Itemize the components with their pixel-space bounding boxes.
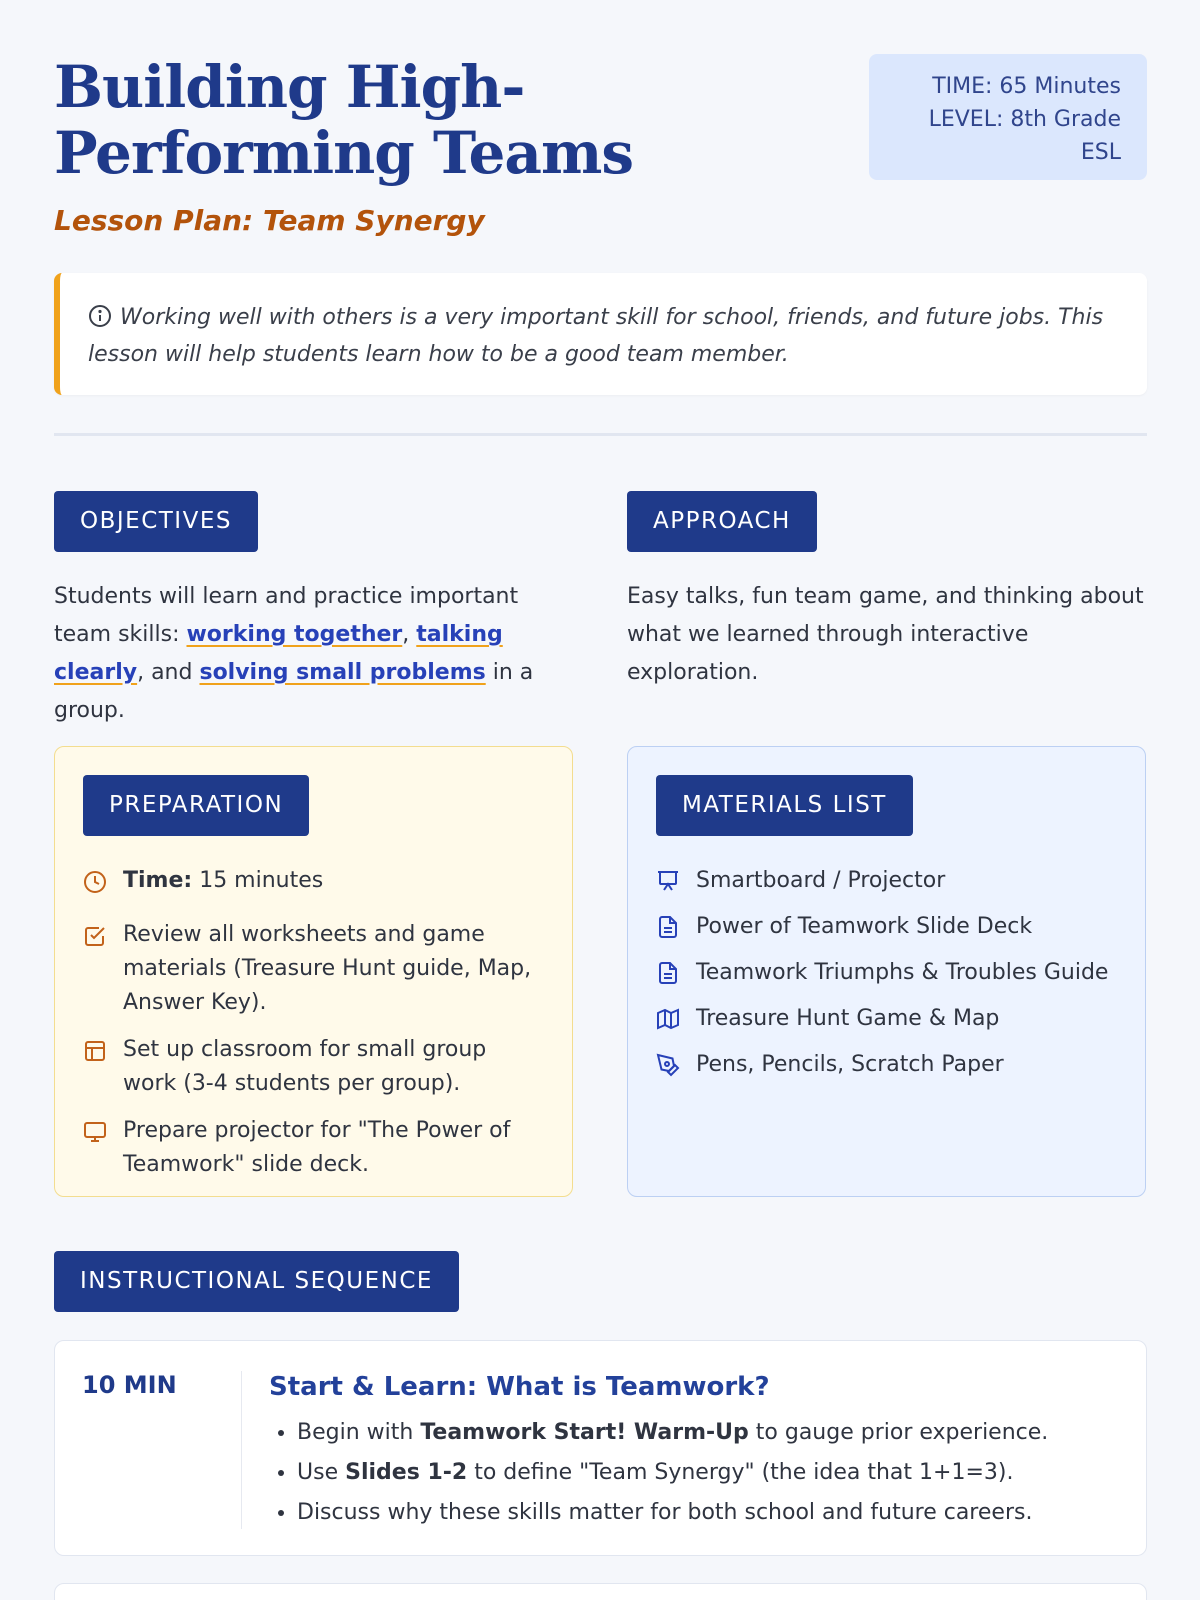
step-bullet-text: to gauge prior experience. [748, 1420, 1049, 1445]
prep-item-text: Set up classroom for small group work (3-4 students per group). [123, 1037, 487, 1096]
approach-section [627, 491, 1146, 692]
step-duration: 10 MIN [82, 1371, 177, 1399]
objectives-heading: OBJECTIVES [54, 491, 258, 552]
info-icon [88, 304, 112, 338]
list-item [297, 1453, 1129, 1493]
document-icon [656, 956, 696, 996]
list-item [83, 1033, 544, 1101]
header [54, 0, 1147, 250]
link-solving-small-problems[interactable]: solving small problems [199, 660, 486, 685]
objectives-text [54, 578, 573, 730]
clock-icon [83, 864, 123, 905]
section-divider [54, 433, 1147, 436]
map-icon [656, 1002, 696, 1042]
list-item [656, 1002, 1117, 1042]
material-item-text: Power of Teamwork Slide Deck [696, 914, 1033, 939]
objectives-text-post: in a group. [54, 660, 534, 723]
approach-heading: APPROACH [627, 491, 817, 552]
time-meta: TIME: 65 Minutes [932, 74, 1121, 99]
step-body [269, 1371, 1129, 1533]
objectives-sep-2: , and [137, 660, 200, 685]
preparation-list [83, 864, 544, 1182]
approach-text: Easy talks, fun team game, and thinking about what we learned through interactive exploration. [627, 584, 1144, 685]
step-bullet-text: Begin with [297, 1420, 421, 1445]
list-item [83, 1114, 544, 1182]
preparation-heading: PREPARATION [83, 775, 309, 836]
sequence-heading: INSTRUCTIONAL SEQUENCE [54, 1251, 459, 1312]
list-item [656, 910, 1117, 950]
link-talking-clearly[interactable]: talking clearly [54, 622, 503, 685]
materials-list [656, 864, 1117, 1088]
list-item [83, 864, 544, 905]
list-item [83, 918, 544, 1020]
page-title: Building High-Performing Teams [54, 53, 634, 187]
sequence-step-card [54, 1340, 1147, 1556]
document-icon [656, 910, 696, 950]
step-bullet-bold: Slides 1-2 [345, 1460, 468, 1485]
step-bullet-list [269, 1413, 1129, 1533]
material-item-text: Pens, Pencils, Scratch Paper [696, 1052, 1004, 1077]
intro-callout [54, 273, 1147, 395]
step-bullet-text: Discuss why these skills matter for both school and future careers. [297, 1500, 1033, 1525]
link-working-together[interactable]: working together [186, 622, 403, 647]
prep-time-value: 15 minutes [192, 868, 324, 893]
level-meta: LEVEL: 8th Grade [928, 107, 1121, 132]
material-item-text: Treasure Hunt Game & Map [696, 1006, 1000, 1031]
intro-text: Working well with others is a very important skill for school, friends, and future jobs. This lesson will help students learn how to be a good team member. [88, 305, 1104, 367]
layout-icon [83, 1033, 123, 1101]
presentation-icon [656, 864, 696, 904]
preparation-panel [54, 746, 573, 1197]
lesson-plan-page [54, 0, 1147, 1525]
step-bullet-bold: Teamwork Start! Warm-Up [420, 1420, 749, 1445]
materials-heading: MATERIALS LIST [656, 775, 913, 836]
step-bullet-text: to define "Team Synergy" (the idea that 1+1=3). [467, 1460, 1014, 1485]
material-item-text: Teamwork Triumphs & Troubles Guide [696, 960, 1109, 985]
step-bullet-text: Use [297, 1460, 346, 1485]
materials-panel [627, 746, 1146, 1197]
objectives-sep-1: , [402, 622, 417, 647]
checkbox-icon [83, 918, 123, 1020]
level-meta-cont: ESL [1080, 140, 1121, 165]
step-title: Start & Learn: What is Teamwork? [269, 1372, 770, 1402]
list-item [656, 864, 1117, 904]
material-item-text: Smartboard / Projector [696, 868, 946, 893]
lesson-meta-box [869, 54, 1147, 180]
prep-item-text: Review all worksheets and game materials (Treasure Hunt guide, Map, Answer Key). [123, 922, 532, 1015]
sequence-step-card-next [54, 1583, 1147, 1600]
pen-icon [656, 1048, 696, 1088]
prep-item-text: Prepare projector for "The Power of Teamwork" slide deck. [123, 1118, 511, 1177]
step-separator [241, 1371, 242, 1529]
list-item [656, 1048, 1117, 1088]
prep-time-label: Time: [123, 868, 193, 893]
list-item [297, 1493, 1129, 1533]
list-item [656, 956, 1117, 996]
objectives-text-pre: Students will learn and practice important team skills: [54, 584, 519, 647]
monitor-icon [83, 1114, 123, 1182]
page-subtitle: Lesson Plan: Team Synergy [54, 204, 485, 237]
list-item [297, 1413, 1129, 1453]
objectives-section [54, 491, 573, 730]
